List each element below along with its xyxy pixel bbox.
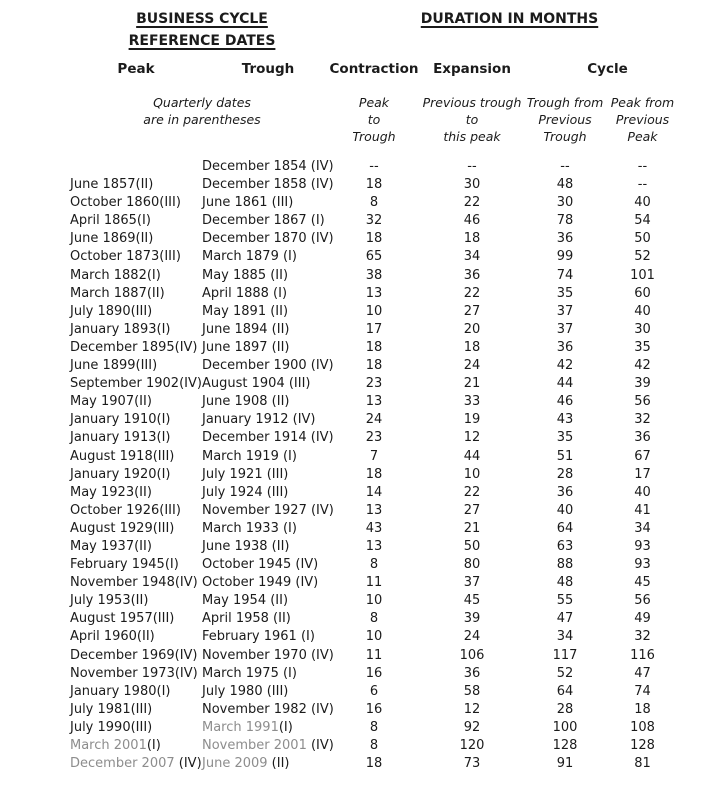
table-row	[0, 647, 727, 665]
trough-cell: December 1867 (I)	[202, 213, 325, 229]
trough-cell: May 1954 (II)	[202, 593, 289, 609]
expansion-cell: 33	[463, 394, 481, 410]
table-row	[0, 538, 727, 556]
peak-from-previous-peak-cell: 54	[634, 213, 651, 229]
peak-from-previous-peak-cell: 18	[634, 701, 651, 717]
expansion-cell: 92	[463, 719, 481, 735]
peak-cell: August 1957(III)	[70, 611, 175, 627]
expansion-cell: 30	[463, 177, 481, 193]
peak-cell: April 1865(I)	[70, 213, 151, 229]
peak-from-previous-peak-cell: 41	[634, 502, 651, 518]
table-row	[0, 321, 727, 339]
trough-from-previous-trough-cell: 100	[552, 719, 578, 735]
quarter-text: (IV)	[178, 756, 202, 772]
table-row	[0, 411, 727, 429]
expansion-cell: 22	[463, 484, 481, 500]
contraction-cell: 8	[369, 719, 379, 735]
trough-cell	[202, 719, 334, 737]
table-row	[0, 339, 727, 357]
peak-from-previous-peak-cell: 40	[634, 484, 651, 500]
trough-from-previous-trough-cell: 64	[556, 683, 574, 699]
reference-dates-title-line1: BUSINESS CYCLE	[136, 11, 268, 27]
trough-cell: November 1970 (IV)	[202, 647, 334, 663]
peak-cell: January 1893(I)	[70, 321, 171, 337]
trough-cell: December 1914 (IV)	[202, 430, 334, 446]
table-row	[0, 393, 727, 411]
peak-cell: March 1882(I)	[70, 267, 161, 283]
peak-cell: July 1890(III)	[70, 303, 153, 319]
trough-cell: December 1854 (IV)	[202, 159, 334, 174]
trough-from-previous-trough-cell: 28	[556, 466, 574, 482]
quarterly-dates-note: Quarterly dates are in parentheses	[143, 95, 261, 127]
contraction-cell: 17	[365, 321, 383, 337]
trough-cell: October 1945 (IV)	[202, 557, 319, 573]
peak-cell: January 1910(I)	[70, 412, 171, 428]
peak-from-previous-peak-cell: 108	[630, 719, 655, 735]
expansion-cell: 106	[459, 647, 485, 663]
expansion-cell: 44	[463, 448, 481, 464]
trough-cell: June 1938 (II)	[202, 538, 290, 554]
table-row	[0, 502, 727, 520]
expansion-cell: 39	[463, 611, 481, 627]
peak-from-previous-peak-cell: 56	[634, 394, 651, 410]
contraction-cell: 65	[365, 249, 383, 265]
expansion-cell: 24	[463, 629, 481, 645]
contraction-cell: 8	[369, 738, 379, 753]
contraction-cell: 18	[365, 339, 383, 355]
table-row	[0, 285, 727, 303]
peak-cell: June 1899(III)	[70, 358, 158, 374]
contraction-cell: 8	[369, 195, 379, 211]
peak-from-previous-peak-cell: 34	[634, 520, 651, 536]
contraction-cell: 10	[365, 593, 383, 609]
contraction-cell: 13	[365, 502, 383, 518]
peak-cell: August 1929(III)	[70, 520, 175, 536]
contraction-cell: 18	[365, 177, 383, 193]
peak-cell: December 1895(IV)	[70, 339, 198, 355]
trough-from-previous-trough-cell: 88	[556, 557, 574, 573]
trough-from-previous-trough-cell: 36	[556, 231, 574, 247]
trough-from-previous-trough-cell: 35	[556, 285, 574, 301]
expansion-cell: 120	[459, 738, 485, 753]
expansion-cell: 12	[463, 430, 481, 446]
expansion-cell: 37	[463, 575, 481, 591]
muted-date-text: June 2009	[202, 756, 272, 772]
trough-from-previous-trough-cell: 63	[556, 538, 574, 554]
contraction-cell: 14	[365, 484, 383, 500]
expansion-cell: 24	[463, 358, 481, 374]
table-row	[0, 303, 727, 321]
peak-from-previous-peak-cell: 47	[634, 665, 651, 681]
contraction-cell: 18	[365, 466, 383, 482]
peak-from-previous-peak-cell: 74	[634, 683, 651, 699]
contraction-cell: 8	[369, 611, 379, 627]
duration-title	[334, 8, 685, 30]
expansion-cell: 21	[463, 520, 481, 536]
expansion-cell: 36	[463, 665, 481, 681]
contraction-cell: 16	[365, 665, 383, 681]
table-row	[0, 230, 727, 248]
contraction-cell: 18	[365, 358, 383, 374]
trough-from-previous-trough-cell: 47	[556, 611, 574, 627]
trough-cell: March 1879 (I)	[202, 249, 297, 265]
trough-from-previous-trough-cell: 40	[556, 502, 574, 518]
trough-from-previous-trough-cell: 42	[556, 358, 574, 374]
trough-cell	[202, 755, 334, 773]
contraction-cell: 13	[365, 538, 383, 554]
peak-cell	[70, 737, 202, 755]
contraction-cell: 23	[365, 376, 383, 392]
quarter-text: (I)	[146, 738, 161, 753]
peak-from-previous-peak-cell: 128	[630, 738, 655, 753]
table-row	[0, 592, 727, 610]
contraction-cell: 18	[365, 756, 383, 772]
peak-cell: September 1902(IV)	[70, 376, 202, 392]
contraction-cell: 13	[365, 285, 383, 301]
trough-from-previous-trough-cell: 128	[552, 738, 578, 753]
peak-column-header: Peak	[117, 61, 155, 77]
trough-cell: January 1912 (IV)	[202, 412, 316, 428]
contraction-cell: 43	[365, 520, 383, 536]
column-headers	[0, 60, 685, 78]
peak-cell: March 1887(II)	[70, 285, 165, 301]
trough-cell	[202, 737, 334, 755]
peak-from-previous-peak-cell: 67	[634, 448, 651, 464]
peak-cell: April 1960(II)	[70, 629, 155, 645]
peak-cell: July 1981(III)	[70, 701, 153, 717]
expansion-cell: 73	[463, 756, 481, 772]
contraction-cell: 18	[365, 231, 383, 247]
peak-from-previous-peak-cell: 93	[634, 538, 651, 554]
trough-from-previous-trough-cell: 30	[556, 195, 574, 211]
peak-cell: May 1907(II)	[70, 394, 152, 410]
expansion-cell: 10	[463, 466, 481, 482]
expansion-cell: 21	[463, 376, 481, 392]
peak-cell: February 1945(I)	[70, 557, 179, 573]
trough-cell: December 1900 (IV)	[202, 358, 334, 374]
table-row	[0, 357, 727, 375]
trough-cell: March 1919 (I)	[202, 448, 297, 464]
peak-cell: August 1918(III)	[70, 448, 175, 464]
trough-from-previous-trough-cell: 34	[556, 629, 574, 645]
table-row	[0, 574, 727, 592]
expansion-cell: 27	[463, 303, 481, 319]
expansion-cell: 34	[463, 249, 481, 265]
peak-cell: January 1920(I)	[70, 466, 171, 482]
trough-cell: July 1980 (III)	[202, 683, 289, 699]
reference-dates-title	[70, 8, 334, 52]
expansion-cell: 18	[463, 339, 481, 355]
trough-from-previous-trough-cell: 46	[556, 394, 574, 410]
peak-from-previous-peak-cell: 101	[630, 267, 655, 283]
peak-cell	[70, 158, 202, 176]
duration-title-text: DURATION IN MONTHS	[420, 11, 599, 27]
trough-from-previous-trough-cell: 51	[556, 448, 574, 464]
table-row	[0, 665, 727, 683]
sub-headers	[0, 94, 685, 145]
trough-from-subheader: Trough from Previous Trough	[526, 95, 604, 144]
trough-from-previous-trough-cell: --	[560, 159, 570, 174]
contraction-cell: 16	[365, 701, 383, 717]
trough-from-previous-trough-cell: 99	[556, 249, 574, 265]
trough-cell: July 1921 (III)	[202, 466, 289, 482]
peak-from-previous-peak-cell: --	[637, 159, 648, 174]
contraction-column-header: Contraction	[329, 61, 419, 77]
table-row	[0, 556, 727, 574]
contraction-cell: 13	[365, 394, 383, 410]
peak-from-previous-peak-cell: 17	[634, 466, 651, 482]
trough-from-previous-trough-cell: 55	[556, 593, 574, 609]
peak-cell: June 1857(II)	[70, 177, 154, 193]
trough-from-previous-trough-cell: 36	[556, 339, 574, 355]
expansion-cell: 80	[463, 557, 481, 573]
peak-from-previous-peak-cell: 40	[634, 195, 651, 211]
table-row	[0, 755, 727, 773]
table-row	[0, 701, 727, 719]
expansion-cell: 46	[463, 213, 481, 229]
cycle-column-header: Cycle	[587, 61, 628, 77]
expansion-cell: 19	[463, 412, 481, 428]
table-row	[0, 466, 727, 484]
expansion-cell: 58	[463, 683, 481, 699]
contraction-cell: 11	[365, 575, 383, 591]
peak-from-previous-peak-cell: 50	[634, 231, 651, 247]
peak-from-previous-peak-cell: 42	[634, 358, 651, 374]
trough-from-previous-trough-cell: 36	[556, 484, 574, 500]
contraction-cell: 7	[369, 448, 379, 464]
trough-from-previous-trough-cell: 37	[556, 321, 574, 337]
expansion-cell: 45	[463, 593, 481, 609]
peak-cell: October 1873(III)	[70, 249, 181, 265]
trough-from-previous-trough-cell: 37	[556, 303, 574, 319]
peak-from-previous-peak-cell: 30	[634, 321, 651, 337]
expansion-cell: 22	[463, 195, 481, 211]
table-row	[0, 520, 727, 538]
table-row	[0, 267, 727, 285]
muted-date-text: March 2001	[70, 738, 147, 753]
table-row	[0, 448, 727, 466]
expansion-cell: 50	[463, 538, 481, 554]
trough-cell: November 1982 (IV)	[202, 701, 334, 717]
peak-from-previous-peak-cell: 32	[634, 629, 651, 645]
trough-cell: June 1894 (II)	[202, 321, 290, 337]
peak-cell	[70, 755, 202, 773]
peak-from-previous-peak-cell: --	[637, 177, 648, 193]
trough-cell: October 1949 (IV)	[202, 575, 319, 591]
table-row	[0, 158, 727, 176]
expansion-cell: 12	[463, 701, 481, 717]
table-row	[0, 212, 727, 230]
peak-from-previous-peak-cell: 60	[634, 285, 651, 301]
peak-from-previous-peak-cell: 49	[634, 611, 651, 627]
trough-cell: May 1891 (II)	[202, 303, 289, 319]
table-row	[0, 719, 727, 737]
trough-column-header: Trough	[241, 61, 295, 77]
trough-cell: March 1933 (I)	[202, 520, 297, 536]
trough-cell: June 1861 (III)	[202, 195, 294, 211]
table-row	[0, 375, 727, 393]
trough-from-previous-trough-cell: 48	[556, 177, 574, 193]
peak-from-previous-peak-cell: 52	[634, 249, 651, 265]
expansion-cell: --	[467, 159, 477, 174]
trough-from-previous-trough-cell: 43	[556, 412, 574, 428]
table-row	[0, 628, 727, 646]
peak-cell: October 1926(III)	[70, 502, 181, 518]
peak-from-previous-peak-cell: 45	[634, 575, 651, 591]
expansion-subheader: Previous trough to this peak	[422, 95, 522, 144]
trough-from-previous-trough-cell: 117	[552, 647, 578, 663]
table-rows	[0, 158, 727, 773]
peak-from-previous-peak-cell: 93	[634, 557, 651, 573]
contraction-cell: 10	[365, 629, 383, 645]
peak-from-previous-peak-cell: 56	[634, 593, 651, 609]
table-row	[0, 610, 727, 628]
peak-from-previous-peak-cell: 40	[634, 303, 651, 319]
peak-from-previous-peak-cell: 32	[634, 412, 651, 428]
quarter-text: (IV)	[310, 738, 334, 753]
contraction-cell: 24	[365, 412, 383, 428]
expansion-cell: 27	[463, 502, 481, 518]
contraction-cell: --	[369, 159, 379, 174]
peak-from-previous-peak-cell: 35	[634, 339, 651, 355]
trough-cell: November 1927 (IV)	[202, 502, 334, 518]
peak-from-previous-peak-cell: 36	[634, 430, 651, 446]
trough-cell: April 1888 (I)	[202, 285, 288, 301]
peak-cell: November 1973(IV)	[70, 665, 198, 681]
contraction-cell: 10	[365, 303, 383, 319]
peak-cell: December 1969(IV)	[70, 647, 198, 663]
contraction-cell: 32	[365, 213, 383, 229]
contraction-cell: 38	[365, 267, 383, 283]
table-row	[0, 248, 727, 266]
contraction-cell: 8	[369, 557, 379, 573]
muted-date-text: March 1991	[202, 719, 279, 735]
trough-cell: December 1858 (IV)	[202, 177, 334, 193]
table-row	[0, 683, 727, 701]
muted-date-text: November 2001	[202, 738, 311, 753]
quarter-text: (II)	[271, 756, 290, 772]
peak-cell: May 1937(II)	[70, 538, 152, 554]
trough-cell: May 1885 (II)	[202, 267, 289, 283]
trough-cell: March 1975 (I)	[202, 665, 297, 681]
peak-cell: October 1860(III)	[70, 195, 181, 211]
expansion-cell: 22	[463, 285, 481, 301]
table-row	[0, 429, 727, 447]
trough-cell: June 1908 (II)	[202, 394, 290, 410]
peak-from-subheader: Peak from Previous Peak	[610, 95, 675, 144]
peak-cell: July 1990(III)	[70, 719, 153, 735]
table-row	[0, 194, 727, 212]
peak-from-previous-peak-cell: 39	[634, 376, 651, 392]
trough-from-previous-trough-cell: 28	[556, 701, 574, 717]
trough-cell: June 1897 (II)	[202, 339, 290, 355]
trough-cell: February 1961 (I)	[202, 629, 315, 645]
contraction-cell: 6	[369, 683, 379, 699]
expansion-cell: 18	[463, 231, 481, 247]
trough-cell: August 1904 (III)	[202, 376, 311, 392]
expansion-cell: 20	[463, 321, 481, 337]
reference-dates-title-line2: REFERENCE DATES	[128, 33, 276, 49]
peak-from-previous-peak-cell: 116	[630, 647, 655, 663]
trough-cell: July 1924 (III)	[202, 484, 289, 500]
peak-cell: May 1923(II)	[70, 484, 152, 500]
peak-from-previous-peak-cell: 81	[634, 756, 651, 772]
peak-cell: November 1948(IV)	[70, 575, 198, 591]
trough-cell: December 1870 (IV)	[202, 231, 334, 247]
trough-from-previous-trough-cell: 64	[556, 520, 574, 536]
trough-from-previous-trough-cell: 78	[556, 213, 574, 229]
peak-cell: June 1869(II)	[70, 231, 154, 247]
peak-cell: January 1980(I)	[70, 683, 171, 699]
muted-date-text: December 2007	[70, 756, 179, 772]
table-row	[0, 176, 727, 194]
trough-from-previous-trough-cell: 44	[556, 376, 574, 392]
table-row	[0, 484, 727, 502]
trough-from-previous-trough-cell: 52	[556, 665, 574, 681]
trough-cell: April 1958 (II)	[202, 611, 291, 627]
contraction-cell: 11	[365, 647, 383, 663]
contraction-cell: 23	[365, 430, 383, 446]
contraction-subheader: Peak to Trough	[352, 95, 396, 144]
expansion-cell: 36	[463, 267, 481, 283]
table-row	[0, 737, 727, 755]
peak-cell: January 1913(I)	[70, 430, 171, 446]
quarter-text: (I)	[278, 719, 293, 735]
expansion-column-header: Expansion	[433, 61, 511, 77]
trough-from-previous-trough-cell: 91	[556, 756, 574, 772]
trough-from-previous-trough-cell: 48	[556, 575, 574, 591]
peak-cell: July 1953(II)	[70, 593, 149, 609]
trough-from-previous-trough-cell: 35	[556, 430, 574, 446]
trough-from-previous-trough-cell: 74	[556, 267, 574, 283]
